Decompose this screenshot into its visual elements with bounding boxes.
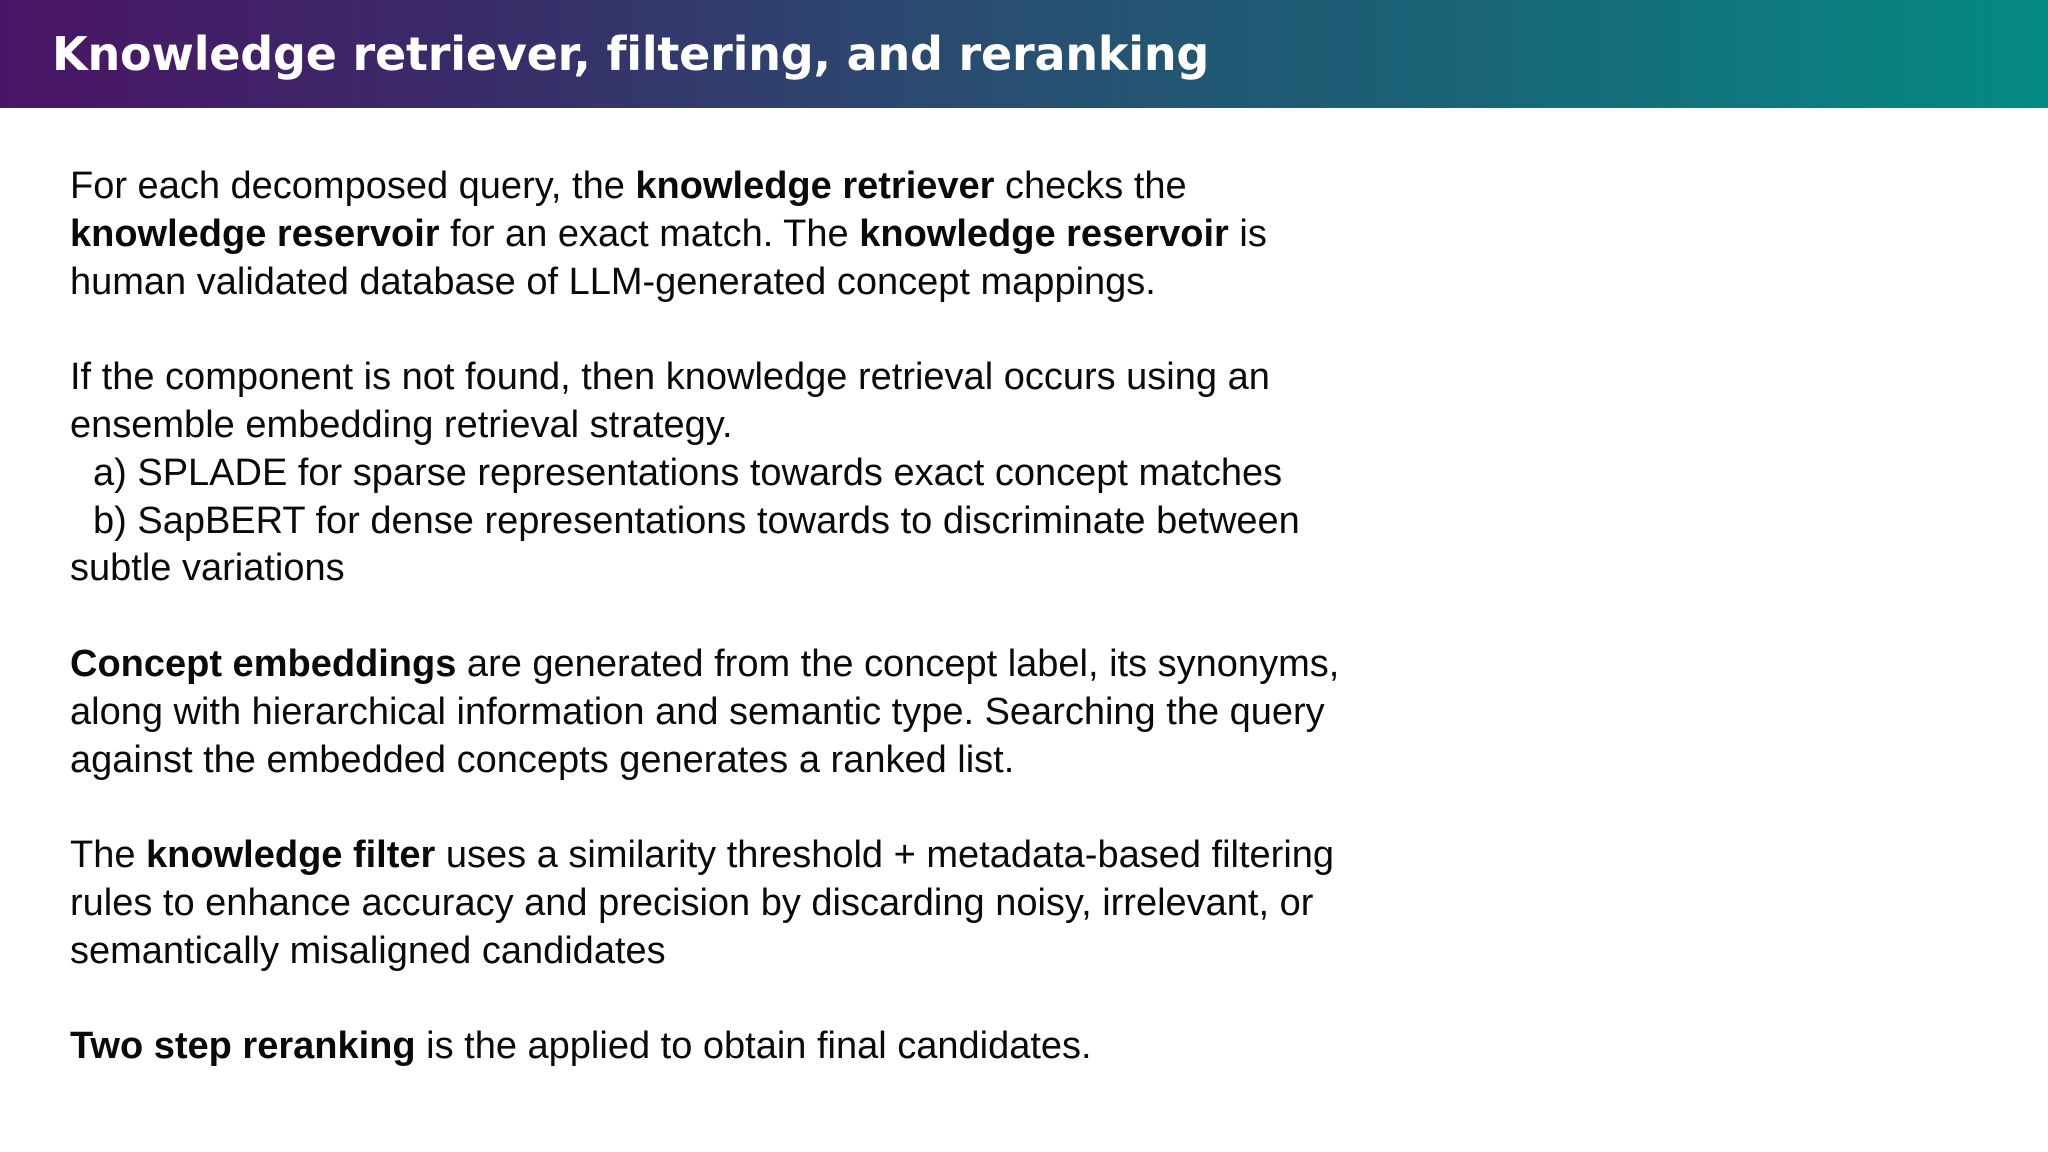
text-run: is <box>1228 212 1267 255</box>
text-run: For each decomposed query, the <box>70 165 636 207</box>
text-line <box>70 163 1490 211</box>
text-line <box>70 641 1490 689</box>
text-line: human validated database of LLM-generated concept mappings. <box>70 260 1156 303</box>
paragraph-concept-embeddings <box>70 641 1490 784</box>
text-line: subtle variations <box>70 547 345 590</box>
list-item-sapbert: b) SapBERT for dense representations towards to discriminate between <box>93 499 1300 542</box>
text-run: is the applied to obtain final candidates. <box>415 1025 1092 1068</box>
text-line: against the embedded concepts generates a ranked list. <box>70 738 1015 781</box>
text-line: along with hierarchical information and semantic type. Searching the query <box>70 690 1325 733</box>
text-run: are generated from the concept label, its synonyms, <box>456 642 1340 685</box>
text-run: uses a similarity threshold + metadata-based filtering <box>435 834 1335 877</box>
text-run: for an exact match. The <box>439 212 860 255</box>
bold-term: knowledge retriever <box>635 165 995 207</box>
slide-title: Knowledge retriever, filtering, and reranking <box>52 27 1210 81</box>
bold-term: Two step reranking <box>70 1025 416 1068</box>
bold-term: knowledge reservoir <box>70 212 440 255</box>
paragraph-knowledge-filter <box>70 832 1490 975</box>
text-line <box>70 832 1490 880</box>
paragraph-retrieval-strategy <box>70 354 1490 593</box>
text-run: The <box>70 834 147 877</box>
slide-body <box>70 163 1490 1071</box>
paragraph-knowledge-retriever <box>70 163 1490 306</box>
text-line: ensemble embedding retrieval strategy. <box>70 403 733 446</box>
text-run: checks the <box>994 165 1187 207</box>
text-line: rules to enhance accuracy and precision by discarding noisy, irrelevant, or <box>70 881 1314 924</box>
bold-term: knowledge reservoir <box>859 212 1229 255</box>
text-line: semantically misaligned candidates <box>70 929 666 972</box>
bold-term: Concept embeddings <box>70 642 457 685</box>
bold-term: knowledge filter <box>146 834 436 877</box>
text-line <box>70 1023 1490 1071</box>
list-item-splade: a) SPLADE for sparse representations towards exact concept matches <box>93 451 1283 494</box>
text-line <box>70 211 1490 259</box>
text-line: If the component is not found, then knowledge retrieval occurs using an <box>70 356 1270 399</box>
title-bar <box>0 0 2048 108</box>
paragraph-reranking <box>70 1023 1490 1071</box>
